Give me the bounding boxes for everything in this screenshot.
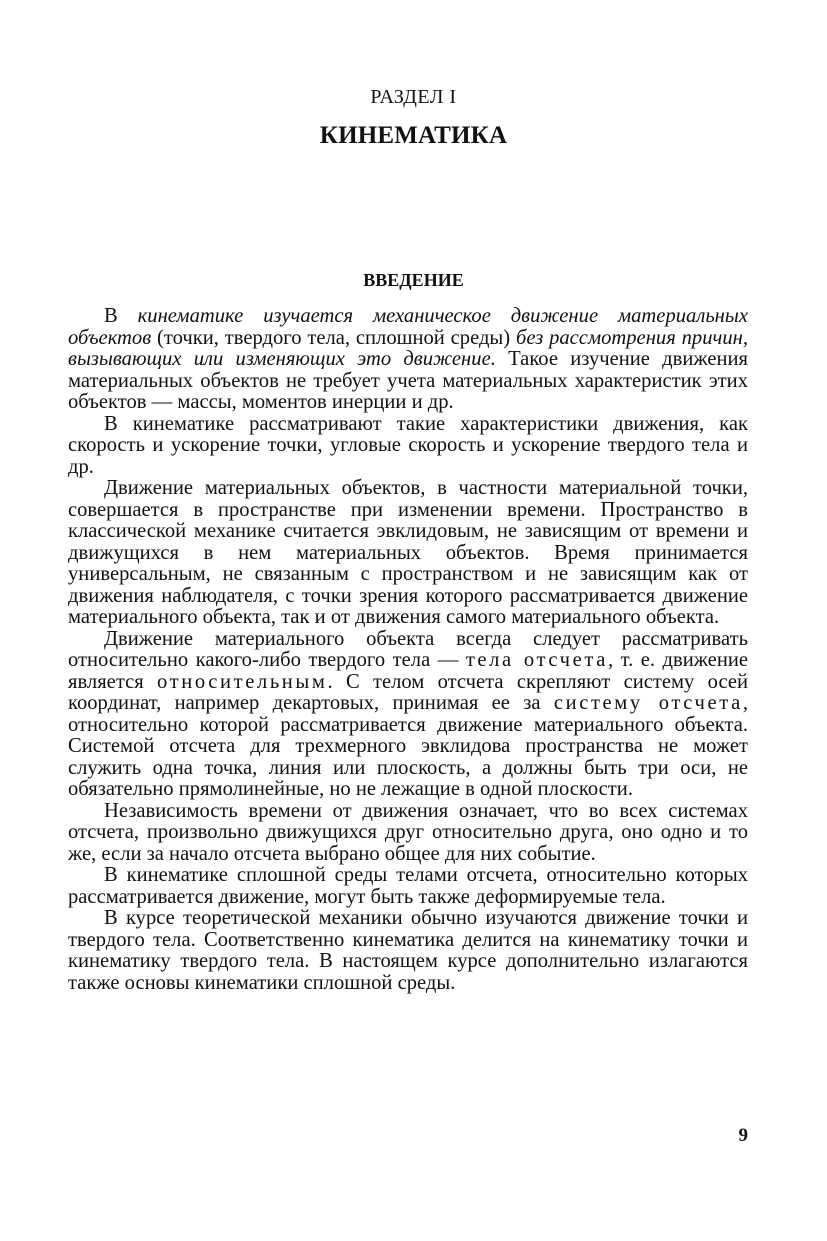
paragraph-1-text-b: Такое изучение движения материальных объектов не требует учета материальных характеристик этих объектов — массы, моментов инерции и др. (68, 348, 748, 413)
paragraph-4 (68, 629, 748, 801)
term-reference-system: систему отсчета (553, 692, 743, 714)
paragraph-3: Движение материальных объектов, в частности материальной точки, совершается в пространстве при изменении времени. Пространство в классической механике считается эвклидовым, не зависящим от времени и движущихся в нем материальных объектов. Время принимается универсальным, не связанным с пространством и не зависящим как от движения наблюдателя, с точки зрения которого рассматривается движение материального объекта, так и от движения самого материального объекта. (68, 477, 748, 628)
term-relative: относительным (156, 670, 328, 693)
introduction-heading: ВВЕДЕНИЕ (363, 270, 464, 290)
paragraph-2: В кинематике рассматривают такие характеристики движения, как скорость и ускорение точки, угловые скорость и ускорение твердого тела и др. (68, 412, 748, 478)
paragraph-1-text-a: (точки, твердого тела, сплошной среды) (151, 326, 516, 349)
paragraph-1 (68, 306, 748, 414)
paragraph-4-text-d: , относительно которой рассматривается движение материального объекта. Системой отсчета для трехмерного эвклидова пространства не может служить одна точка, линия или плоскость, а должны быть три оси, не обязательно прямолинейные, но не лежащие в одной плоскости. (68, 692, 748, 800)
paragraph-1-lead: В (104, 305, 138, 327)
paragraph-4-text-b: , т. е. движение является (68, 649, 748, 693)
paragraph-4-text-c: . С телом отсчета скрепляют систему осей координат, например декартовых, принимая ее за (68, 670, 749, 714)
paragraph-4-text-a: Движение материального объекта всегда следует рассматривать относительно какого-либо твердого тела — (68, 627, 748, 671)
term-reference-body: тела отсчета (465, 649, 608, 671)
paragraph-5: Независимость времени от движения означает, что во всех системах отсчета, произвольно движущихся друг относительно друга, оно одно и то же, если за начало отсчета выбрано общее для них событие. (68, 799, 748, 865)
paragraph-6: В кинематике сплошной среды телами отсчета, относительно которых рассматривается движение, могут быть также деформируемые тела. (68, 864, 748, 908)
chapter-title: КИНЕМАТИКА (319, 122, 508, 149)
section-label: РАЗДЕЛ I (370, 86, 457, 108)
paragraph-1-italic-a: кинематике изучается механическое движение материальных объектов (68, 305, 748, 349)
paragraph-7: В курсе теоретической механики обычно изучаются движение точки и твердого тела. Соответственно кинематика делится на кинематику точки и кинематику твердого тела. В настоящем курсе дополнительно излагаются также основы кинематики сплошной среды. (68, 907, 748, 994)
page-number: 9 (738, 1125, 748, 1146)
paragraph-1-italic-b: без рассмотрения причин, вызывающих или изменяющих это движение. (68, 326, 748, 370)
body-text (68, 306, 748, 994)
